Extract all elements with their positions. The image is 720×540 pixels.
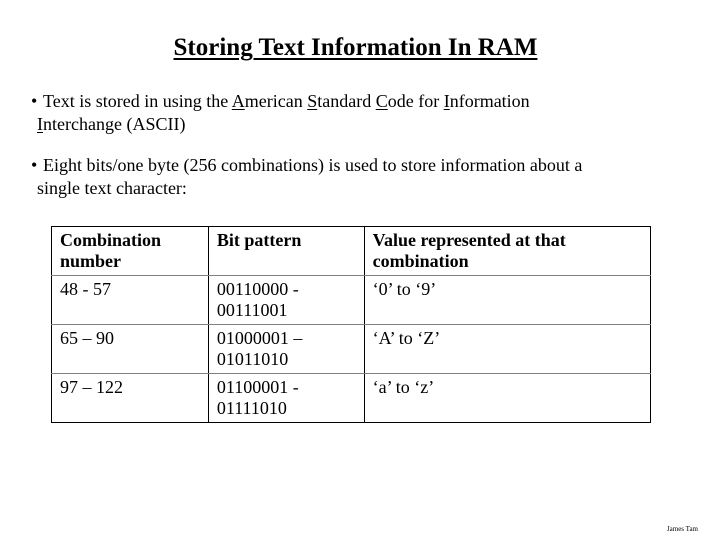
bullet-marker: • [31, 155, 38, 175]
column-header-combination: Combination number [52, 227, 209, 276]
cell-combination: 97 – 122 [52, 374, 209, 423]
cell-combination: 48 - 57 [52, 276, 209, 325]
cell-bit-pattern: 00110000 - 00111001 [208, 276, 364, 325]
word-information-rest: nformation [449, 91, 530, 111]
word-standard-rest: tandard [317, 91, 376, 111]
bullet-ascii [31, 90, 691, 136]
bullet-marker: • [31, 91, 38, 111]
acronym-letter-c: C [375, 91, 388, 111]
ascii-table [51, 226, 651, 423]
acronym-letter-i2: I [37, 114, 43, 134]
bullet-text-line1-pre: Text is stored in using the [43, 91, 232, 111]
acronym-letter-i: I [443, 91, 450, 111]
table-row [52, 325, 651, 374]
cell-bit-pattern: 01000001 – 01011010 [208, 325, 364, 374]
cell-value: ‘a’ to ‘z’ [364, 374, 650, 423]
acronym-letter-a: A [231, 91, 245, 111]
cell-value: ‘A’ to ‘Z’ [364, 325, 650, 374]
acronym-letter-s: S [307, 91, 318, 111]
column-header-value: Value represented at that combination [364, 227, 650, 276]
footer-author: James Tam [666, 525, 698, 533]
cell-value: ‘0’ to ‘9’ [364, 276, 650, 325]
table-row [52, 374, 651, 423]
slide-title: Storing Text Information In RAM [173, 34, 538, 61]
bullet-text-line2: single text character: [37, 178, 187, 198]
bullet-eight-bits [31, 154, 691, 200]
table-header-row [52, 227, 651, 276]
bullet-text-line1: Eight bits/one byte (256 combinations) is used to store information about a [43, 155, 583, 175]
cell-combination: 65 – 90 [52, 325, 209, 374]
word-interchange-rest: nterchange (ASCII) [43, 114, 186, 134]
word-american-rest: merican [244, 91, 308, 111]
word-code-rest: ode for [387, 91, 444, 111]
table-row [52, 276, 651, 325]
bullet-text-line2 [31, 113, 691, 136]
cell-bit-pattern: 01100001 - 01111010 [208, 374, 364, 423]
column-header-bit-pattern: Bit pattern [208, 227, 364, 276]
